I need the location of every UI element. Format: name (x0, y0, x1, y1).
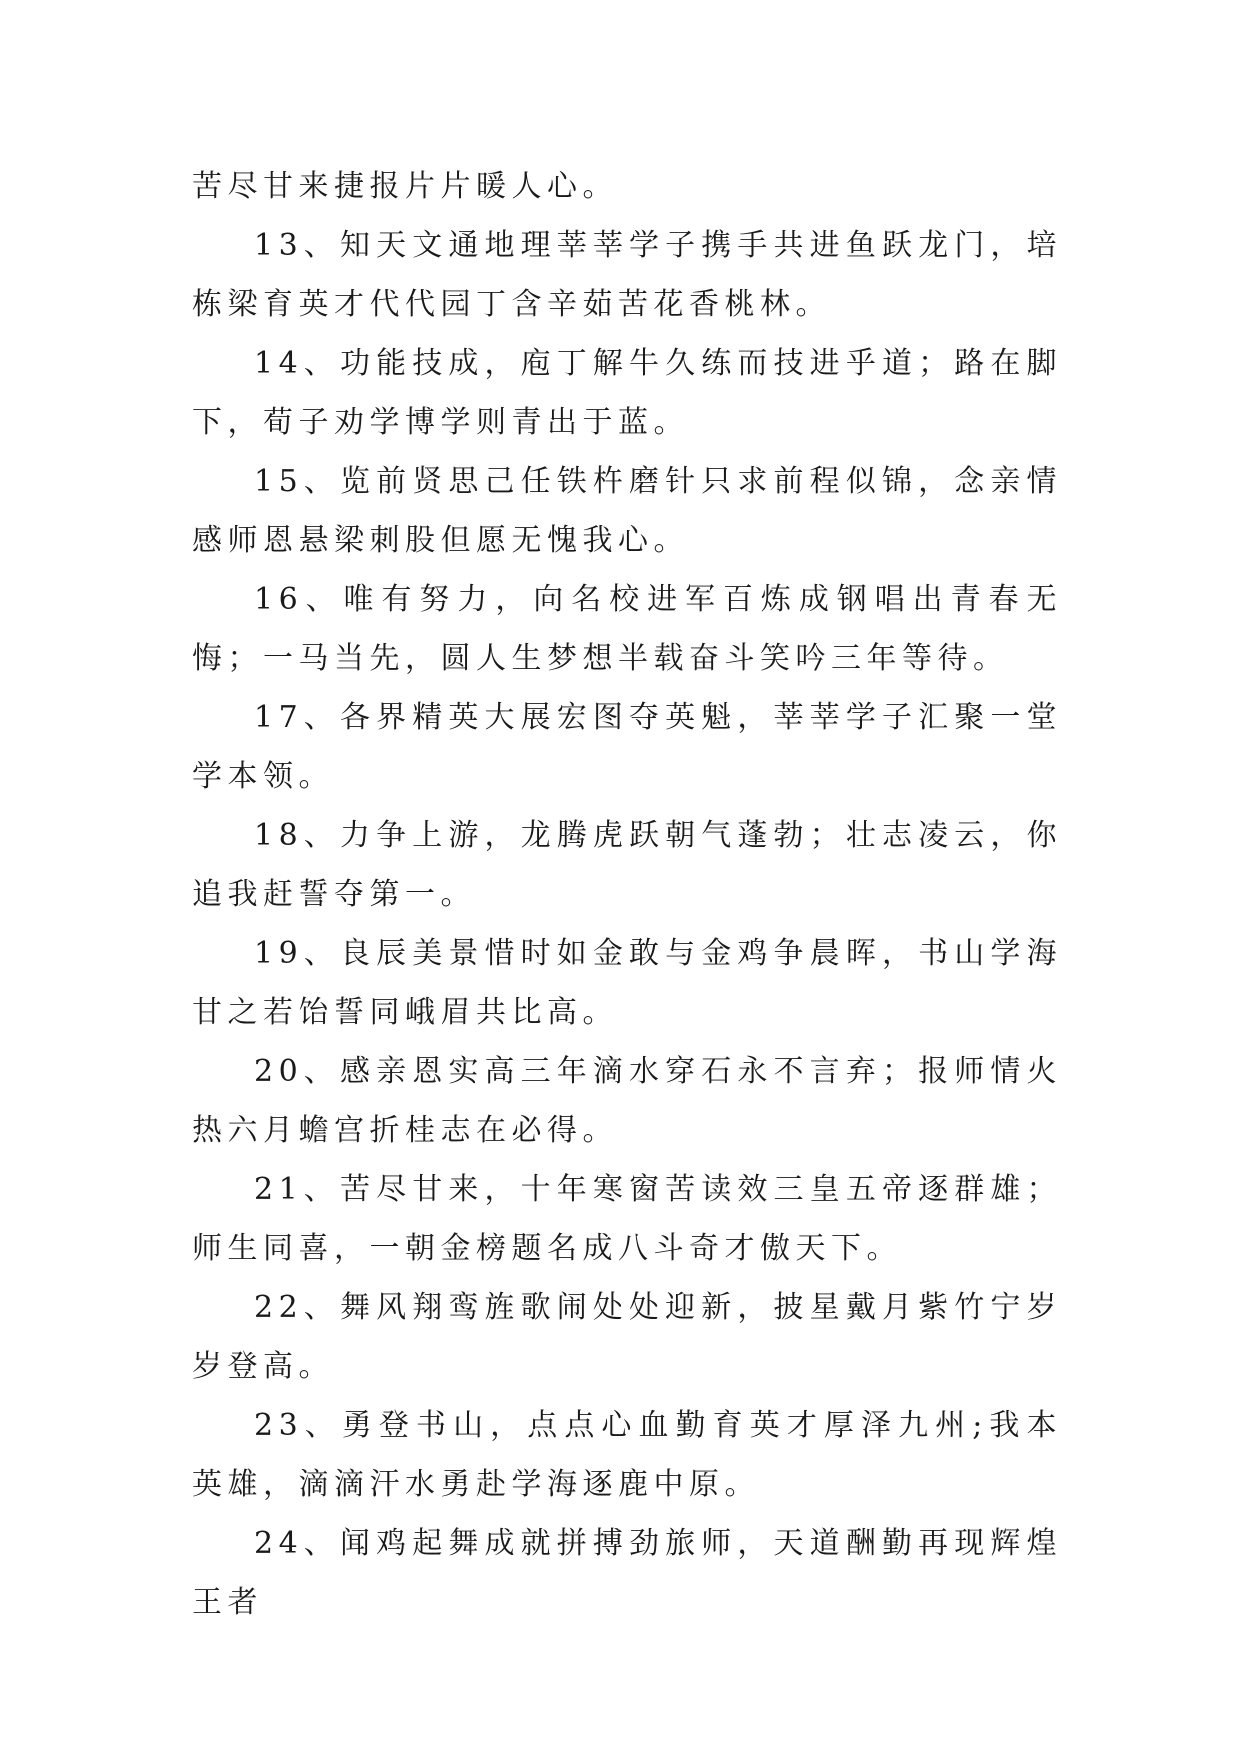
document-body (192, 157, 1062, 1632)
paragraph-continuation: 苦尽甘来捷报片片暖人心。 (192, 169, 618, 204)
paragraph-item-20: 20、感亲恩实高三年滴水穿石永不言弃；报师情火热六月蟾宫折桂志在必得。 (192, 1054, 1062, 1148)
paragraph-item-19: 19、良辰美景惜时如金敢与金鸡争晨晖，书山学海甘之若饴誓同峨眉共比高。 (192, 936, 1062, 1030)
paragraph-item-23: 23、勇登书山，点点心血勤育英才厚泽九州;我本英雄，滴滴汗水勇赴学海逐鹿中原。 (192, 1408, 1062, 1502)
paragraph-item-18: 18、力争上游，龙腾虎跃朝气蓬勃；壮志凌云，你追我赶誓夺第一。 (192, 818, 1062, 912)
paragraph-item-16: 16、唯有努力，向名校进军百炼成钢唱出青春无悔；一马当先，圆人生梦想半载奋斗笑吟三年等待。 (192, 582, 1062, 676)
paragraph-item-13: 13、知天文通地理莘莘学子携手共进鱼跃龙门，培栋梁育英才代代园丁含辛茹苦花香桃林。 (192, 228, 1062, 322)
paragraph-item-22: 22、舞风翔鸾旌歌闹处处迎新，披星戴月紫竹宁岁岁登高。 (192, 1290, 1062, 1384)
paragraph-item-15: 15、览前贤思己任铁杵磨针只求前程似锦，念亲情感师恩悬梁刺股但愿无愧我心。 (192, 464, 1062, 558)
paragraph-item-14: 14、功能技成，庖丁解牛久练而技进乎道；路在脚下，荀子劝学博学则青出于蓝。 (192, 346, 1062, 440)
paragraph-item-24: 24、闻鸡起舞成就拼搏劲旅师，天道酬勤再现辉煌王者 (192, 1526, 1062, 1620)
paragraph-item-21: 21、苦尽甘来，十年寒窗苦读效三皇五帝逐群雄；师生同喜，一朝金榜题名成八斗奇才傲天下。 (192, 1172, 1062, 1266)
paragraph-item-17: 17、各界精英大展宏图夺英魁，莘莘学子汇聚一堂学本领。 (192, 700, 1062, 794)
